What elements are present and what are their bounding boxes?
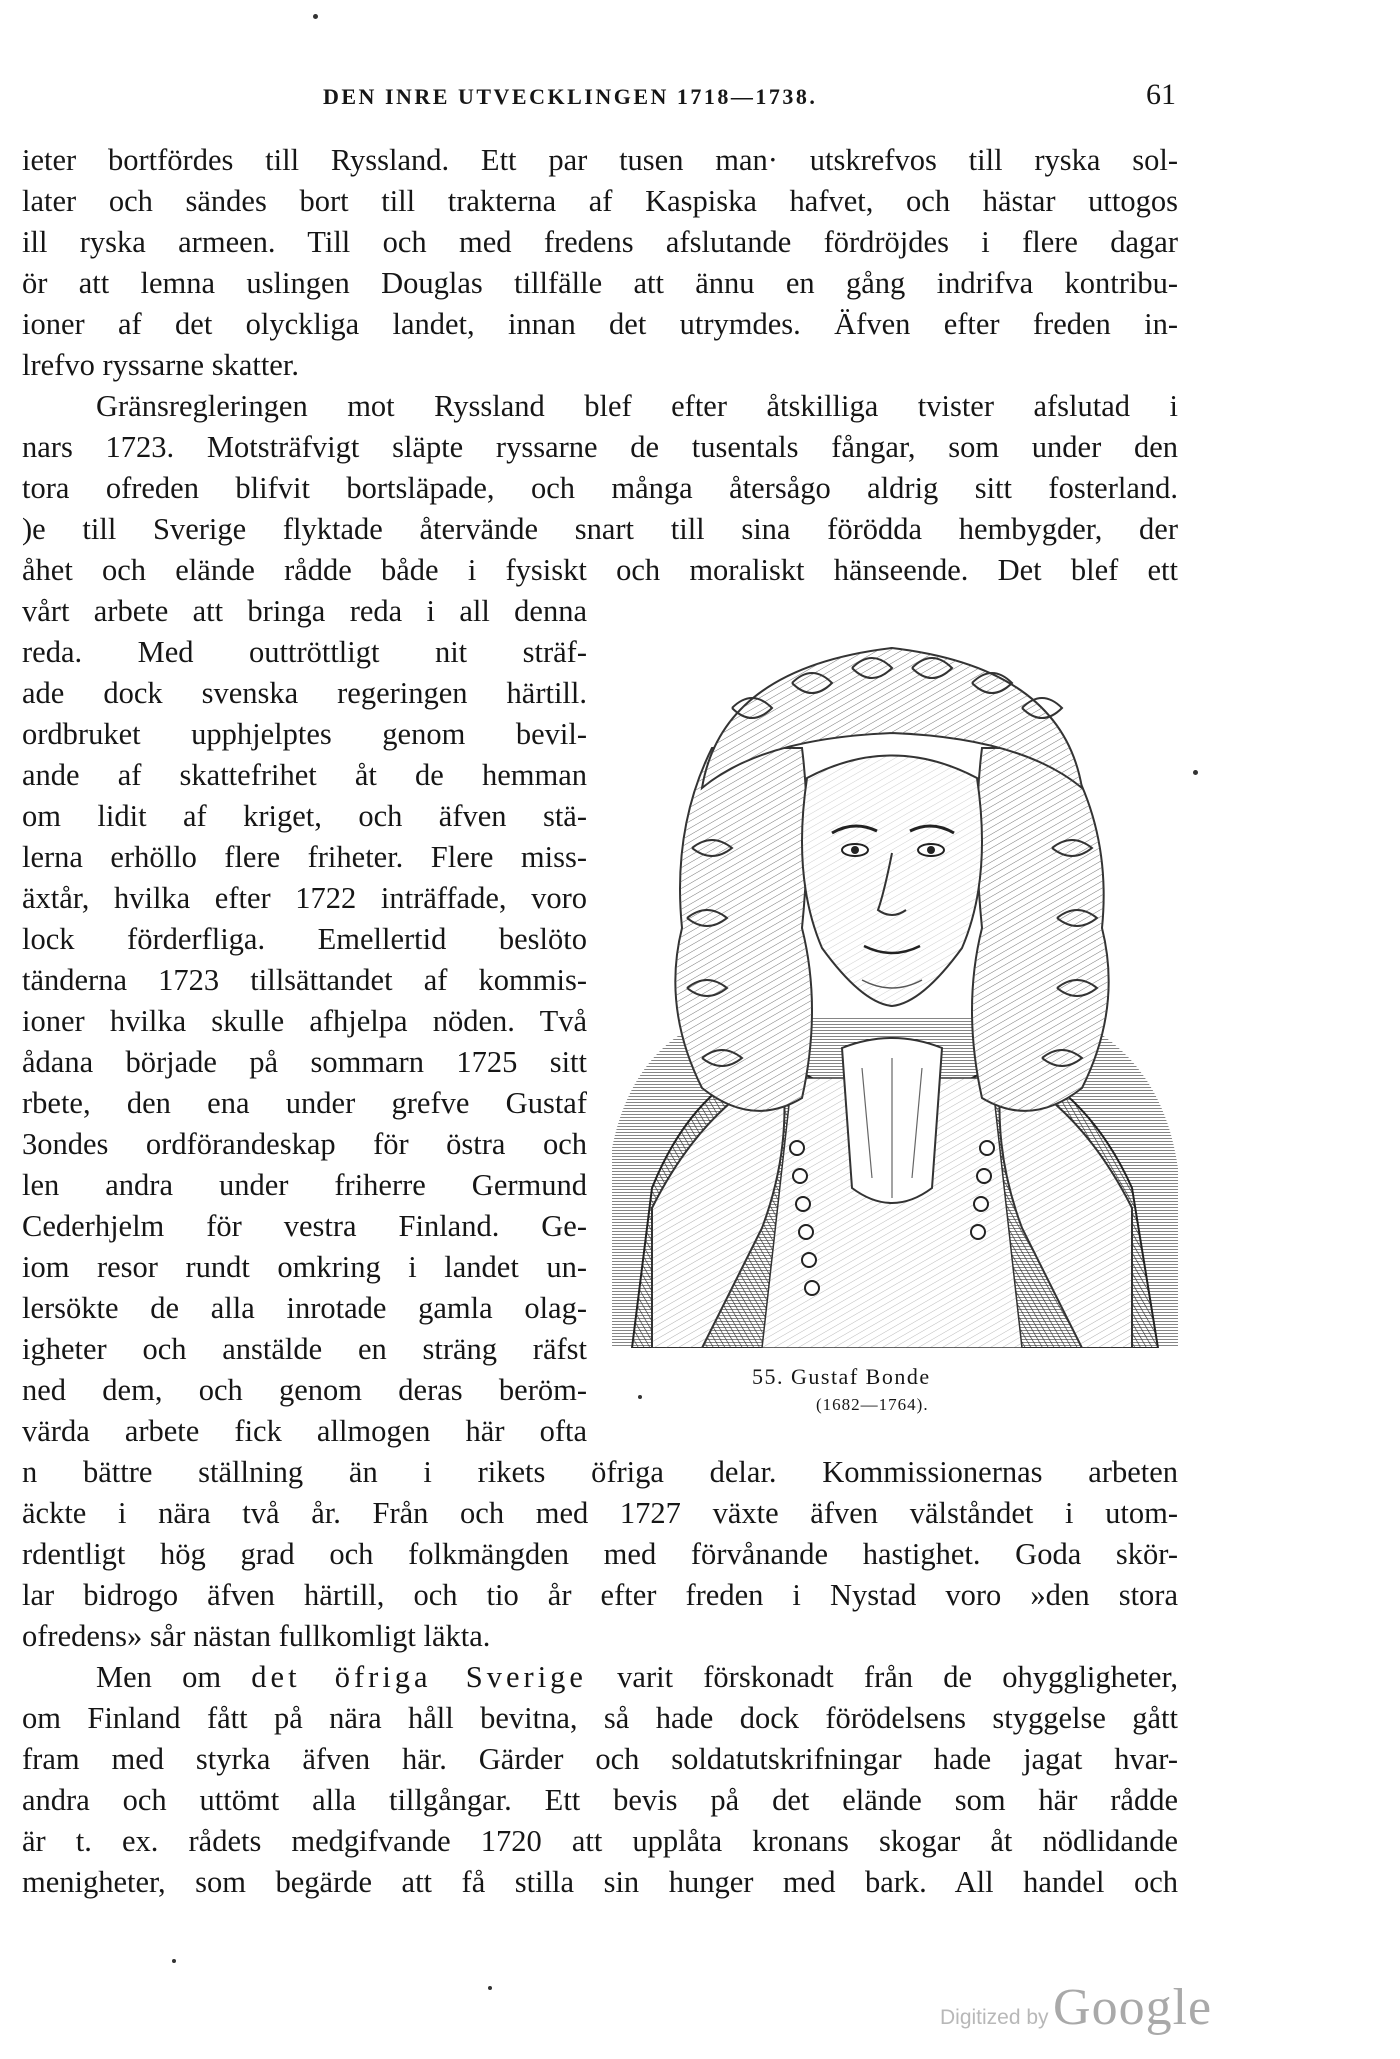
scan-speck bbox=[172, 1959, 176, 1963]
text-line: )e till Sverige flyktade återvände snart till sina förödda hembygder, der bbox=[22, 512, 1178, 546]
text-line: iom resor rundt omkring i landet un- bbox=[22, 1250, 587, 1284]
text-line: ieter bortfördes till Ryssland. Ett par tusen man· utskrefvos till ryska sol- bbox=[22, 143, 1178, 177]
text-line: 3ondes ordförandeskap för östra och bbox=[22, 1127, 587, 1161]
paragraph-2-after bbox=[22, 1452, 1178, 1657]
text-line: tora ofreden blifvit bortsläpade, och många återsågo aldrig sitt fosterland. bbox=[22, 471, 1178, 505]
text-line: lersökte de alla inrotade gamla olag- bbox=[22, 1291, 587, 1325]
text-span: varit förskonadt från de ohyggligheter, bbox=[586, 1660, 1178, 1694]
running-title: DEN INRE UTVECKLINGEN 1718—1738. bbox=[323, 84, 818, 109]
caption-title: 55. Gustaf Bonde bbox=[752, 1364, 931, 1389]
scan-speck bbox=[488, 1986, 492, 1990]
text-line: reda. Med outtröttligt nit sträf- bbox=[22, 635, 587, 669]
text-line: lock förderfliga. Emellertid beslöto bbox=[22, 922, 587, 956]
scan-speck bbox=[638, 1395, 642, 1399]
text-line: ioner hvilka skulle afhjelpa nöden. Två bbox=[22, 1004, 587, 1038]
text-line: rdentligt hög grad och folkmängden med förvånande hastighet. Goda skör- bbox=[22, 1537, 1178, 1571]
text-line: nars 1723. Motsträfvigt släpte ryssarne de tusentals fångar, som under den bbox=[22, 430, 1178, 464]
text-line: ofredens» sår nästan fullkomligt läkta. bbox=[22, 1619, 491, 1653]
text-line: ade dock svenska regeringen härtill. bbox=[22, 676, 587, 710]
page-header bbox=[28, 78, 1176, 118]
text-line: lar bidrogo äfven härtill, och tio år efter freden i Nystad voro »den stora bbox=[22, 1578, 1178, 1612]
paragraph-1 bbox=[22, 140, 1178, 386]
page-number: 61 bbox=[1146, 78, 1176, 111]
portrait-figure bbox=[592, 628, 1188, 1348]
text-line: len andra under friherre Germund bbox=[22, 1168, 587, 1202]
text-line: andra och uttömt alla tillgångar. Ett bevis på det elände som här rådde bbox=[22, 1783, 1178, 1817]
text-line: vårt arbete att bringa reda i all denna bbox=[22, 594, 587, 628]
text-line: om Finland fått på nära håll bevitna, så hade dock förödelsens styggelse gått bbox=[22, 1701, 1178, 1735]
text-line: lerna erhöllo flere friheter. Flere miss- bbox=[22, 840, 587, 874]
text-line: tänderna 1723 tillsättandet af kommis- bbox=[22, 963, 587, 997]
text-line: ill ryska armeen. Till och med fredens afslutande fördröjdes i flere dagar bbox=[22, 225, 1178, 259]
text-line: är t. ex. rådets medgifvande 1720 att upplåta kronans skogar åt nödlidande bbox=[22, 1824, 1178, 1858]
text-line bbox=[22, 1657, 1178, 1698]
text-line: ådana började på sommarn 1725 sitt bbox=[22, 1045, 587, 1079]
paragraph-2-full bbox=[22, 386, 1178, 591]
text-line: rbete, den ena under grefve Gustaf bbox=[22, 1086, 587, 1120]
text-line: äxtår, hvilka efter 1722 inträffade, voro bbox=[22, 881, 587, 915]
figure-caption bbox=[752, 1362, 1042, 1418]
scan-speck bbox=[1193, 770, 1198, 775]
text-line: värda arbete fick allmogen här ofta bbox=[22, 1414, 587, 1448]
text-span: Men om bbox=[96, 1660, 252, 1694]
text-line: Gränsregleringen mot Ryssland blef efter åtskilliga tvister afslutad i bbox=[96, 389, 1178, 423]
text-line: ioner af det olyckliga landet, innan det utrymdes. Äfven efter freden in- bbox=[22, 307, 1178, 341]
text-line: ör att lemna uslingen Douglas tillfälle att ännu en gång indrifva kontribu- bbox=[22, 266, 1178, 300]
text-line: fram med styrka äfven här. Gärder och soldatutskrifningar hade jagat hvar- bbox=[22, 1742, 1178, 1776]
paragraph-2-wrapped bbox=[22, 591, 587, 1452]
text-line: ande af skattefrihet åt de hemman bbox=[22, 758, 587, 792]
digitized-watermark bbox=[940, 1978, 1212, 2037]
text-line: ordbruket upphjelptes genom bevil- bbox=[22, 717, 587, 751]
text-line: ned dem, och genom deras beröm- bbox=[22, 1373, 587, 1407]
text-line: Cederhjelm för vestra Finland. Ge- bbox=[22, 1209, 587, 1243]
paragraph-3 bbox=[22, 1657, 1178, 1903]
text-line: lrefvo ryssarne skatter. bbox=[22, 348, 299, 382]
portrait-engraving bbox=[592, 628, 1188, 1348]
text-line: later och sändes bort till trakterna af Kaspiska hafvet, och hästar uttogos bbox=[22, 184, 1178, 218]
watermark-prefix: Digitized by bbox=[940, 2006, 1049, 2029]
text-line: äckte i nära två år. Från och med 1727 växte äfven välståndet i utom- bbox=[22, 1496, 1178, 1530]
text-line: om lidit af kriget, och äfven stä- bbox=[22, 799, 587, 833]
text-line: åhet och elände rådde både i fysiskt och moraliskt hänseende. Det blef ett bbox=[22, 553, 1178, 587]
text-line: menigheter, som begärde att få stilla sin hunger med bark. All handel och bbox=[22, 1865, 1178, 1899]
text-line: n bättre ställning än i rikets öfriga delar. Kommissionernas arbeten bbox=[22, 1455, 1178, 1489]
caption-dates: (1682—1764). bbox=[816, 1395, 929, 1414]
google-logo: Google bbox=[1053, 1979, 1213, 2036]
scan-speck bbox=[313, 14, 318, 19]
text-line: igheter och anstälde en sträng räfst bbox=[22, 1332, 587, 1366]
emphasized-text: det öfriga Sverige bbox=[251, 1660, 587, 1694]
